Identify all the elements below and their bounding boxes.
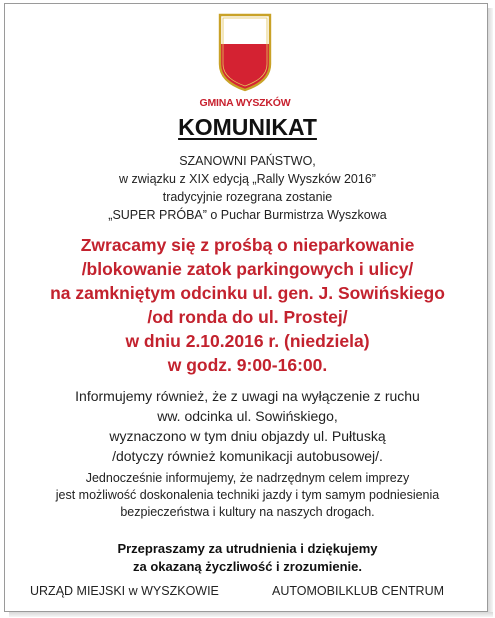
- footer-signature-automobile-club: AUTOMOBILKLUB CENTRUM: [272, 584, 445, 598]
- intro-line: SZANOWNI PAŃSTWO,: [179, 154, 316, 168]
- request-line: w godz. 9:00-16:00.: [167, 355, 328, 375]
- safety-line: jest możliwość doskonalenia techniki jazdy i tym samym podniesienia: [55, 488, 440, 502]
- safety-line: bezpieczeństwa i kultury na naszych drogach.: [120, 505, 375, 519]
- info-line: /dotyczy również komunikacji autobusowej/.: [112, 448, 383, 464]
- info-line: ww. odcinka ul. Sowińskiego,: [157, 408, 338, 424]
- frame-shadow-bottom: [9, 612, 493, 617]
- request-line: w dniu 2.10.2016 r. (niedziela): [125, 331, 370, 351]
- intro-line: „SUPER PRÓBA” o Puchar Burmistrza Wyszkowa: [108, 208, 387, 222]
- request-line: na zamkniętym odcinku ul. gen. J. Sowińskiego: [50, 283, 445, 303]
- request-block: [0, 233, 495, 377]
- info-block: [0, 386, 495, 466]
- coat-of-arms-icon: [217, 12, 273, 92]
- footer-signature-city-office: URZĄD MIEJSKI w WYSZKOWIE: [30, 584, 219, 598]
- intro-line: tradycyjnie rozegrana zostanie: [162, 190, 333, 204]
- apology-block: [0, 540, 495, 576]
- apology-line: Przepraszamy za utrudnienia i dziękujemy: [117, 541, 378, 556]
- info-line: wyznaczono w tym dniu objazdy ul. Pułtuską: [109, 428, 386, 444]
- safety-block: [0, 470, 495, 521]
- request-line: Zwracamy się z prośbą o nieparkowanie: [80, 235, 415, 255]
- safety-line: Jednocześnie informujemy, że nadrzędnym celem imprezy: [85, 471, 410, 485]
- request-line: /blokowanie zatok parkingowych i ulicy/: [81, 259, 414, 279]
- intro-block: [0, 152, 495, 224]
- info-line: Informujemy również, że z uwagi na wyłączenie z ruchu: [75, 388, 420, 404]
- apology-line: za okazaną życzliwość i zrozumienie.: [132, 559, 363, 574]
- request-line: /od ronda do ul. Prostej/: [147, 307, 348, 327]
- intro-line: w związku z XIX edycją „Rally Wyszków 2016”: [119, 172, 376, 186]
- crest-label: GMINA WYSZKÓW: [199, 97, 291, 109]
- page-title: KOMUNIKAT: [178, 114, 317, 140]
